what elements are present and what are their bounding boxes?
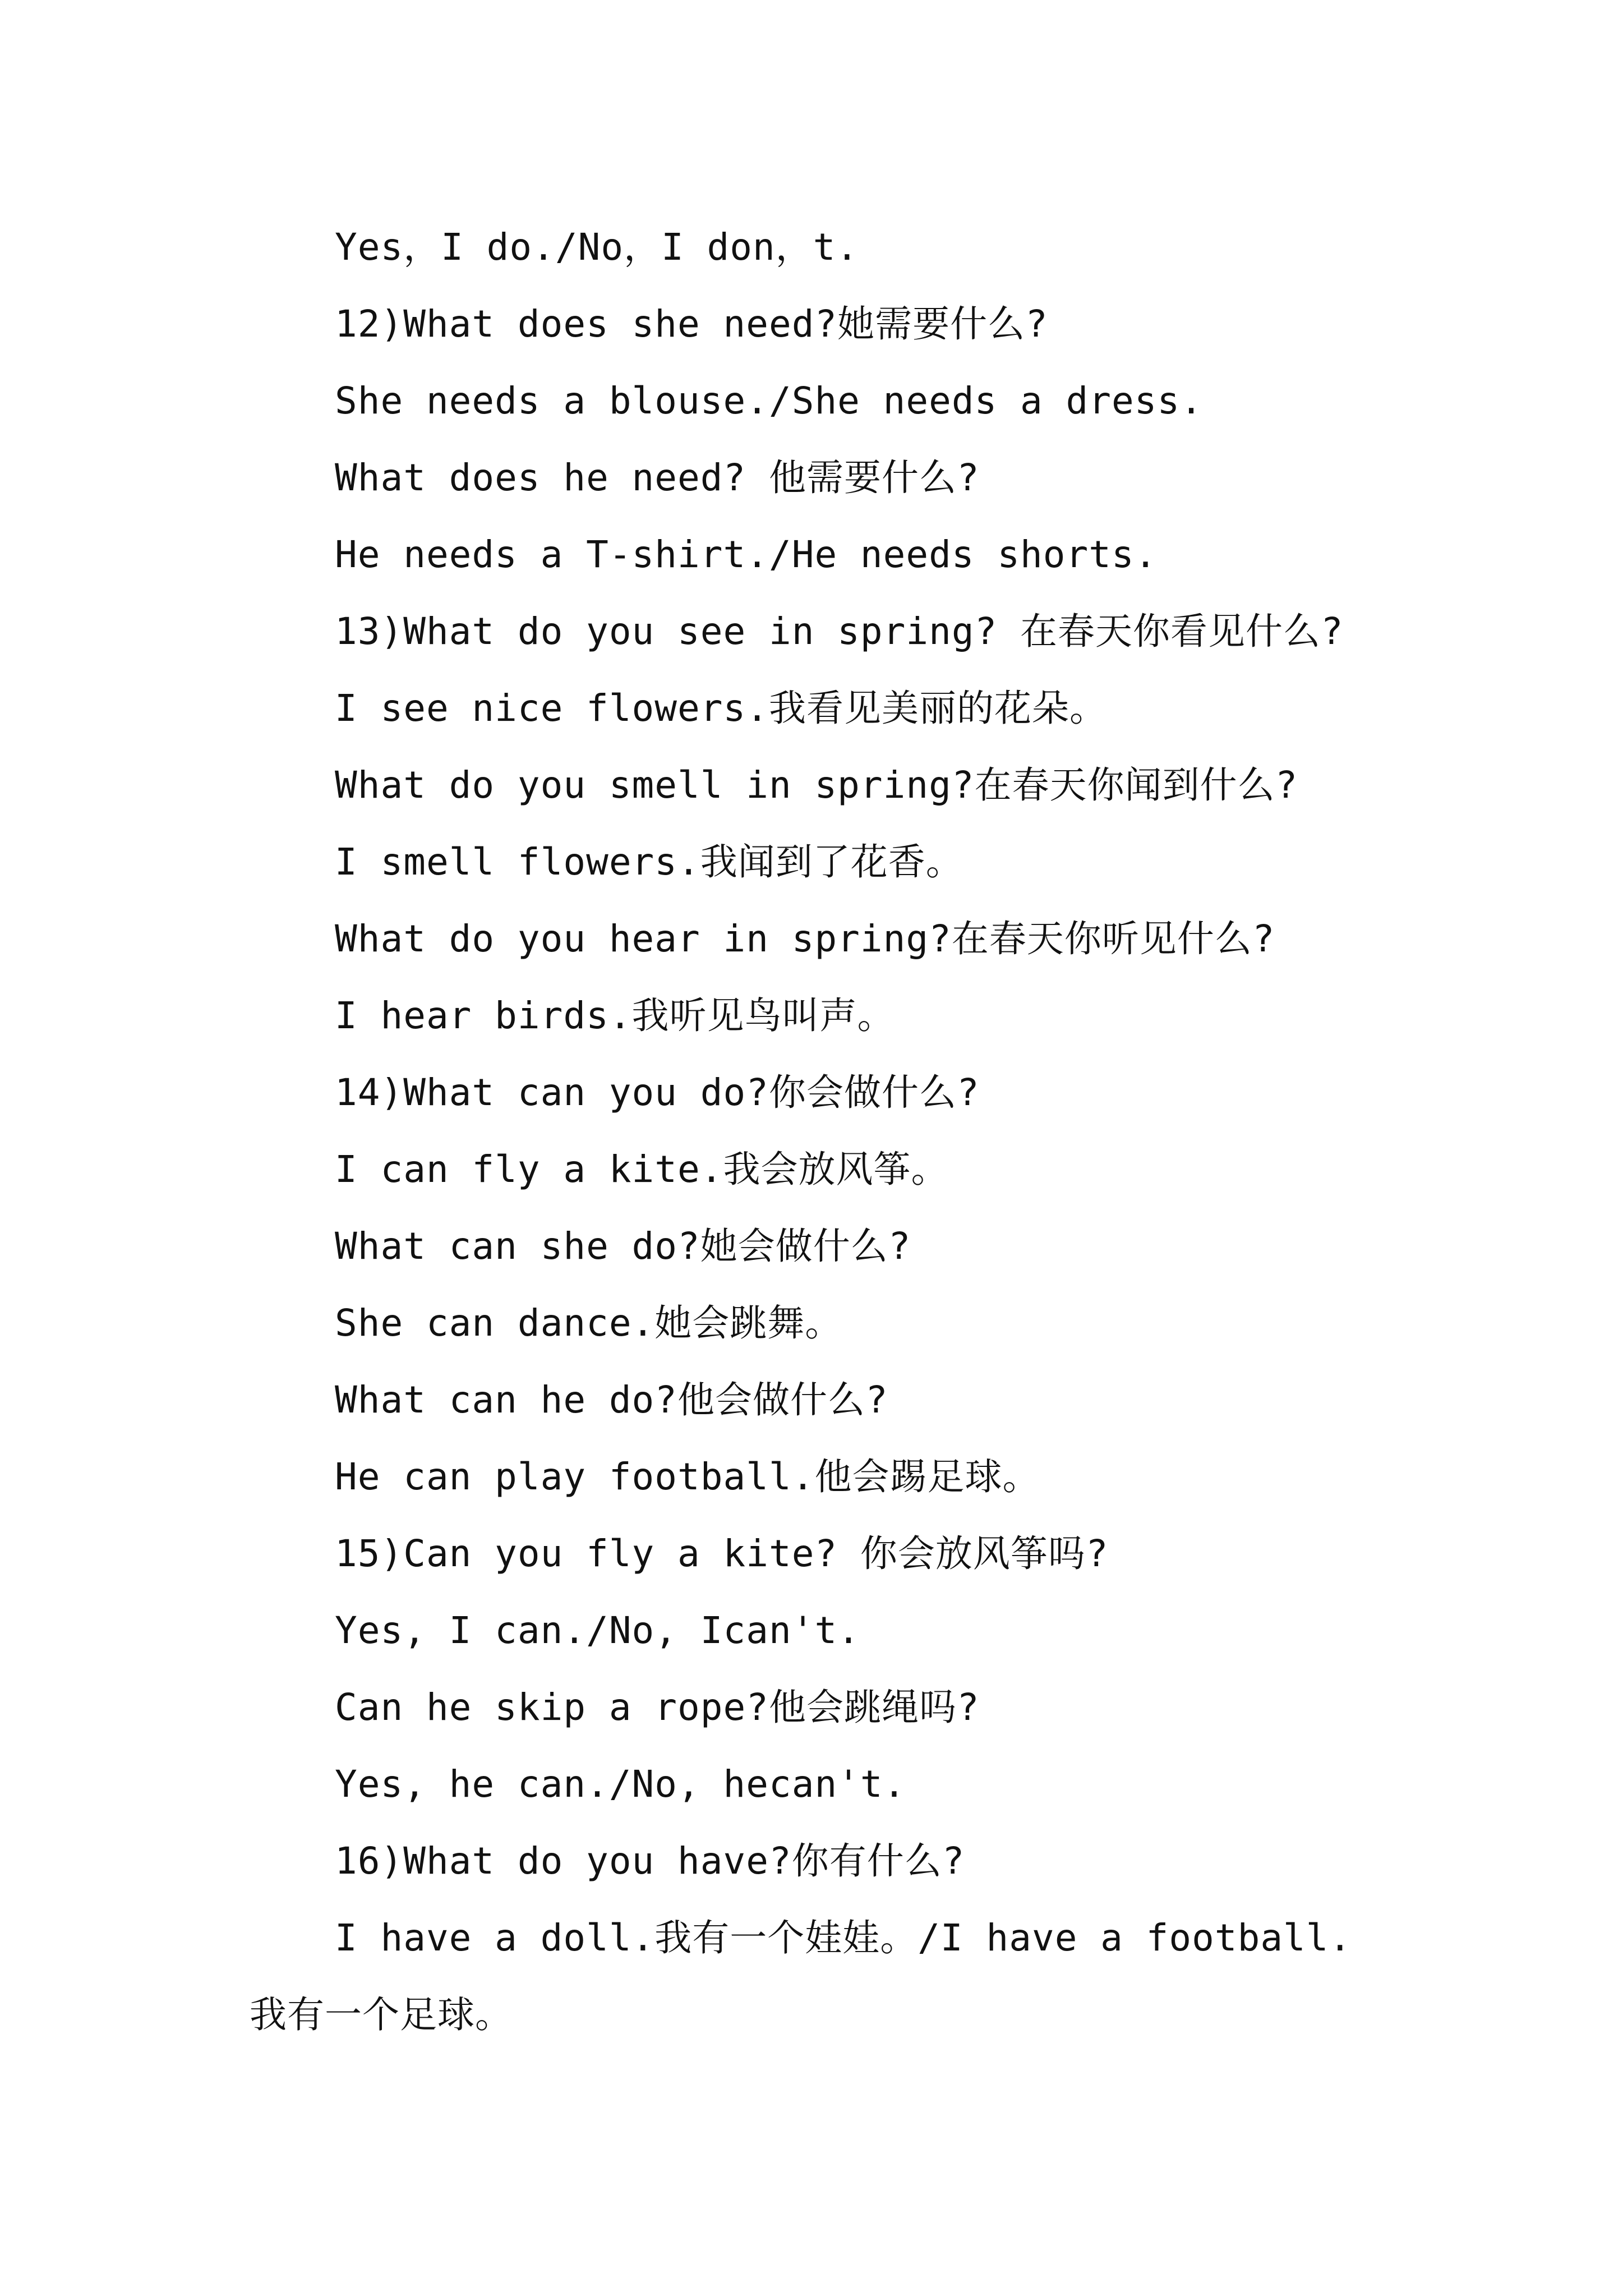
text-line: 16)What do you have?你有什么? bbox=[335, 1839, 965, 1883]
text-line: Yes，I do./No，I don，t. bbox=[335, 226, 859, 269]
text-line: 13)What do you see in spring? 在春天你看见什么? bbox=[335, 610, 1344, 653]
text-line: I can fly a kite.我会放风筝。 bbox=[335, 1148, 949, 1191]
text-line: He needs a T-shirt./He needs shorts. bbox=[335, 533, 1158, 576]
text-line: I hear birds.我听见鸟叫声。 bbox=[335, 994, 895, 1037]
text-line: She needs a blouse./She needs a dress. bbox=[335, 379, 1203, 422]
text-line: What can she do?她会做什么? bbox=[335, 1225, 911, 1268]
text-line: Yes, I can./No, Ican't. bbox=[335, 1609, 860, 1652]
text-line: I see nice flowers.我看见美丽的花朵。 bbox=[335, 687, 1107, 730]
text-line: I have a doll.我有一个娃娃。/I have a football. bbox=[335, 1916, 1352, 1959]
text-line: Can he skip a rope?他会跳绳吗? bbox=[335, 1686, 980, 1729]
text-line: 14)What can you do?你会做什么? bbox=[335, 1071, 980, 1114]
text-line: I smell flowers.我闻到了花香。 bbox=[335, 840, 963, 884]
text-line: Yes, he can./No, hecan't. bbox=[335, 1763, 906, 1806]
text-line: What do you hear in spring?在春天你听见什么? bbox=[335, 917, 1275, 960]
text-line: 我有一个足球。 bbox=[250, 1993, 513, 2036]
text-line: What can he do?他会做什么? bbox=[335, 1378, 888, 1421]
document-body bbox=[250, 209, 1394, 2053]
text-line: 15)Can you fly a kite? 你会放风筝吗? bbox=[335, 1532, 1109, 1575]
text-line: He can play football.他会踢足球。 bbox=[335, 1455, 1040, 1498]
text-line: She can dance.她会跳舞。 bbox=[335, 1301, 843, 1345]
text-line: What do you smell in spring?在春天你闻到什么? bbox=[335, 763, 1298, 807]
text-line: 12)What does she need?她需要什么? bbox=[335, 302, 1048, 346]
text-line: What does he need? 他需要什么? bbox=[335, 456, 980, 499]
